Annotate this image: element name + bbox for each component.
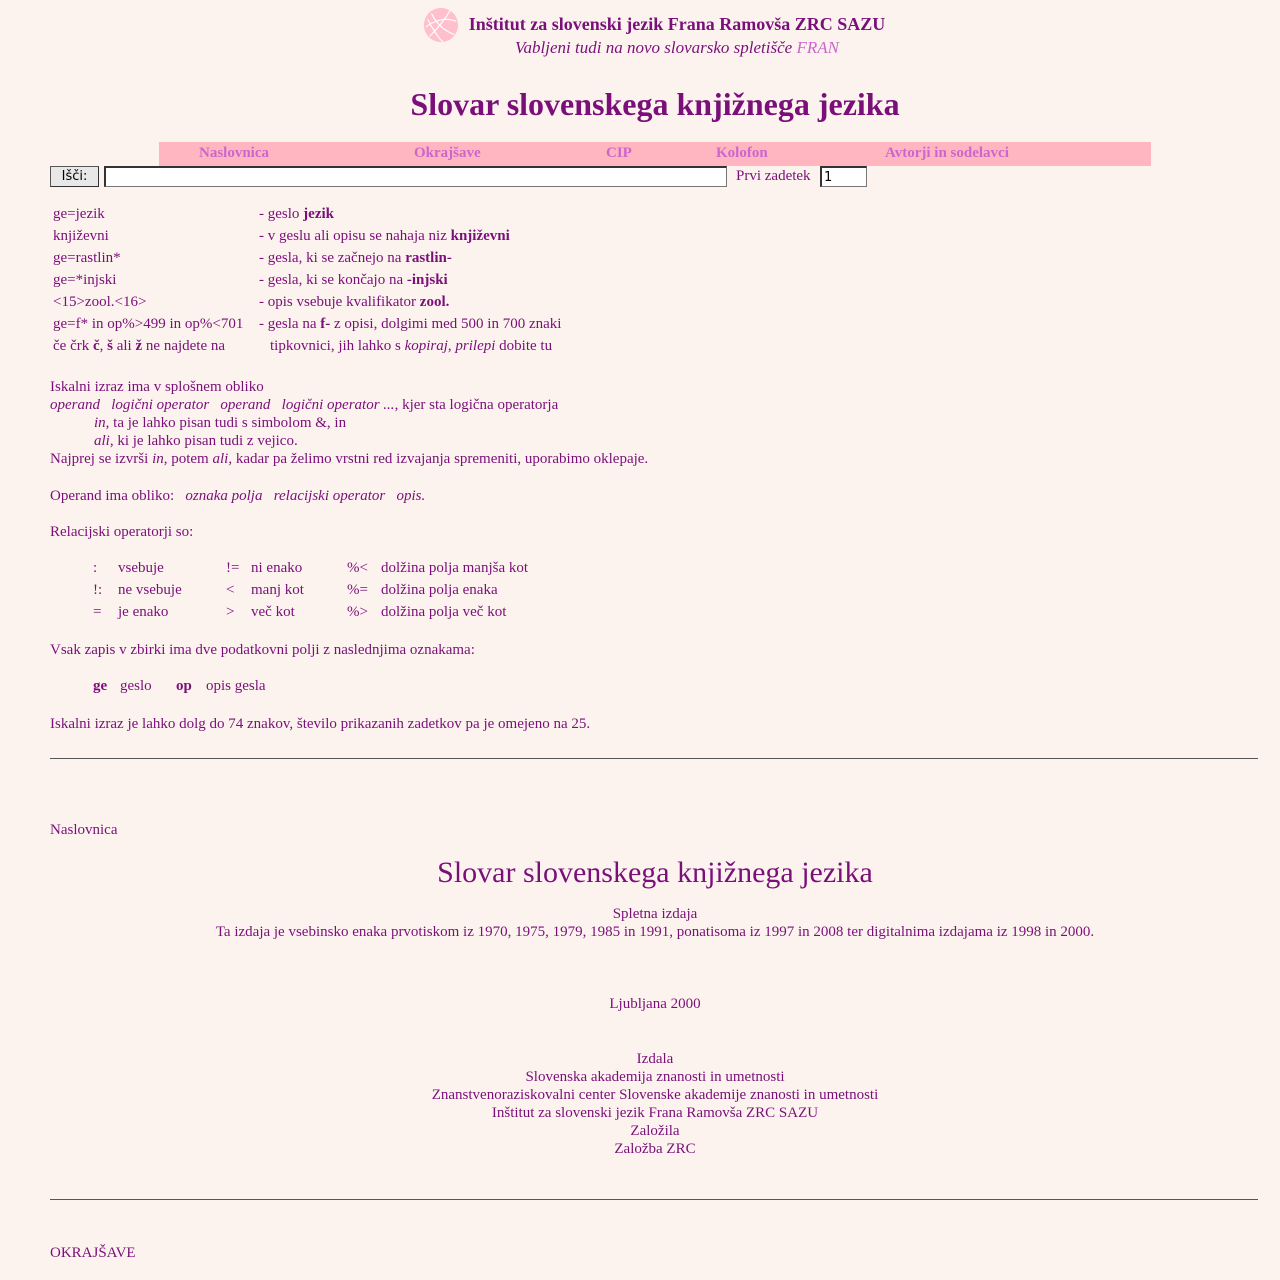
divider bbox=[50, 758, 1258, 759]
example-desc: - opis vsebuje kvalifikator zool. bbox=[259, 294, 450, 310]
page-title: Slovar slovenskega knjižnega jezika bbox=[410, 86, 900, 122]
relops-label: Relacijski operatorji so: bbox=[50, 524, 194, 540]
section-heading-naslovnica: Naslovnica bbox=[50, 822, 118, 838]
nav-bar bbox=[159, 142, 1151, 166]
fran-link[interactable]: FRAN bbox=[796, 38, 839, 57]
search-input[interactable] bbox=[104, 166, 727, 187]
fields-label: Vsak zapis v zbirki ima dve podatkovni polji z naslednjima oznakama: bbox=[50, 642, 475, 658]
example-desc: - v geslu ali opisu se nahaja niz književni bbox=[259, 228, 510, 244]
search-button[interactable]: Išči: bbox=[50, 166, 99, 187]
example-query: ge=*injski bbox=[53, 272, 117, 288]
example-query: književni bbox=[53, 228, 109, 244]
example-query: <15>zool.<16> bbox=[53, 294, 147, 310]
example-desc: - gesla na f- z opisi, dolgimi med 500 in 700 znaki bbox=[259, 316, 562, 332]
nav-okrajsave[interactable]: Okrajšave bbox=[414, 145, 481, 161]
example-desc: - gesla, ki se začnejo na rastlin- bbox=[259, 250, 452, 266]
syntax-description: Iskalni izraz ima v splošnem obliko operand logični operator operand logični operator ..., kjer sta logična operatorja in, ta je lahko pisan tudi s simbolom &, in ali, ki je lahko pisan tudi z vejico. Najprej se izvrši in, potem ali, kadar pa želimo vrstni red izvajanja spremeniti, uporabimo oklepaje. bbox=[50, 379, 649, 467]
example-query: ge=rastlin* bbox=[53, 250, 121, 266]
publishers: Izdala Slovenska akademija znanosti in umetnosti Znanstvenoraziskovalni center Slovenske akademije znanosti in umetnosti Inštitut za slovenski jezik Frana Ramovša ZRC SAZU Založila Založba ZRC bbox=[431, 1051, 879, 1157]
first-hit-label: Prvi zadetek bbox=[736, 168, 811, 184]
char-z[interactable]: ž bbox=[135, 338, 143, 354]
nav-avtorji[interactable]: Avtorji in sodelavci bbox=[885, 145, 1009, 161]
example-query: ge=f* in op%>499 in op%<701 bbox=[53, 316, 244, 332]
place-year: Ljubljana 2000 bbox=[609, 996, 701, 1012]
section-heading-okrajsave: OKRAJŠAVE bbox=[50, 1245, 136, 1261]
edition-note: Ta izdaja je vsebinsko enaka prvotiskom iz 1970, 1975, 1979, 1985 in 1991, ponatisoma iz 1997 in 2008 ter digitalnima izdajama iz 1998 in 2000. bbox=[215, 924, 1095, 940]
operand-form: Operand ima obliko: oznaka polja relacijski operator opis. bbox=[50, 488, 426, 504]
first-hit-input[interactable] bbox=[820, 166, 867, 187]
welcome-line bbox=[0, 38, 1280, 58]
welcome-text: Vabljeni tudi na novo slovarsko spletišče bbox=[515, 38, 793, 57]
divider bbox=[50, 1199, 1258, 1200]
example-query: ge=jezik bbox=[53, 206, 105, 222]
nav-cip[interactable]: CIP bbox=[606, 145, 632, 161]
char-c[interactable]: č bbox=[92, 338, 100, 354]
nav-naslovnica[interactable]: Naslovnica bbox=[199, 145, 270, 161]
limits-text: Iskalni izraz je lahko dolg do 74 znakov, število prikazanih zadetkov pa je omejeno na 25. bbox=[50, 716, 591, 732]
example-desc: - geslo jezik bbox=[259, 206, 334, 222]
example-desc: - gesla, ki se končajo na -injski bbox=[259, 272, 448, 288]
search-row bbox=[50, 166, 870, 188]
edition-label: Spletna izdaja bbox=[612, 906, 698, 922]
char-s[interactable]: š bbox=[107, 338, 113, 354]
section-title: Slovar slovenskega knjižnega jezika bbox=[437, 856, 873, 889]
nav-kolofon[interactable]: Kolofon bbox=[716, 145, 768, 161]
institute-name[interactable]: Inštitut za slovenski jezik Frana Ramovša ZRC SAZU bbox=[468, 14, 886, 34]
